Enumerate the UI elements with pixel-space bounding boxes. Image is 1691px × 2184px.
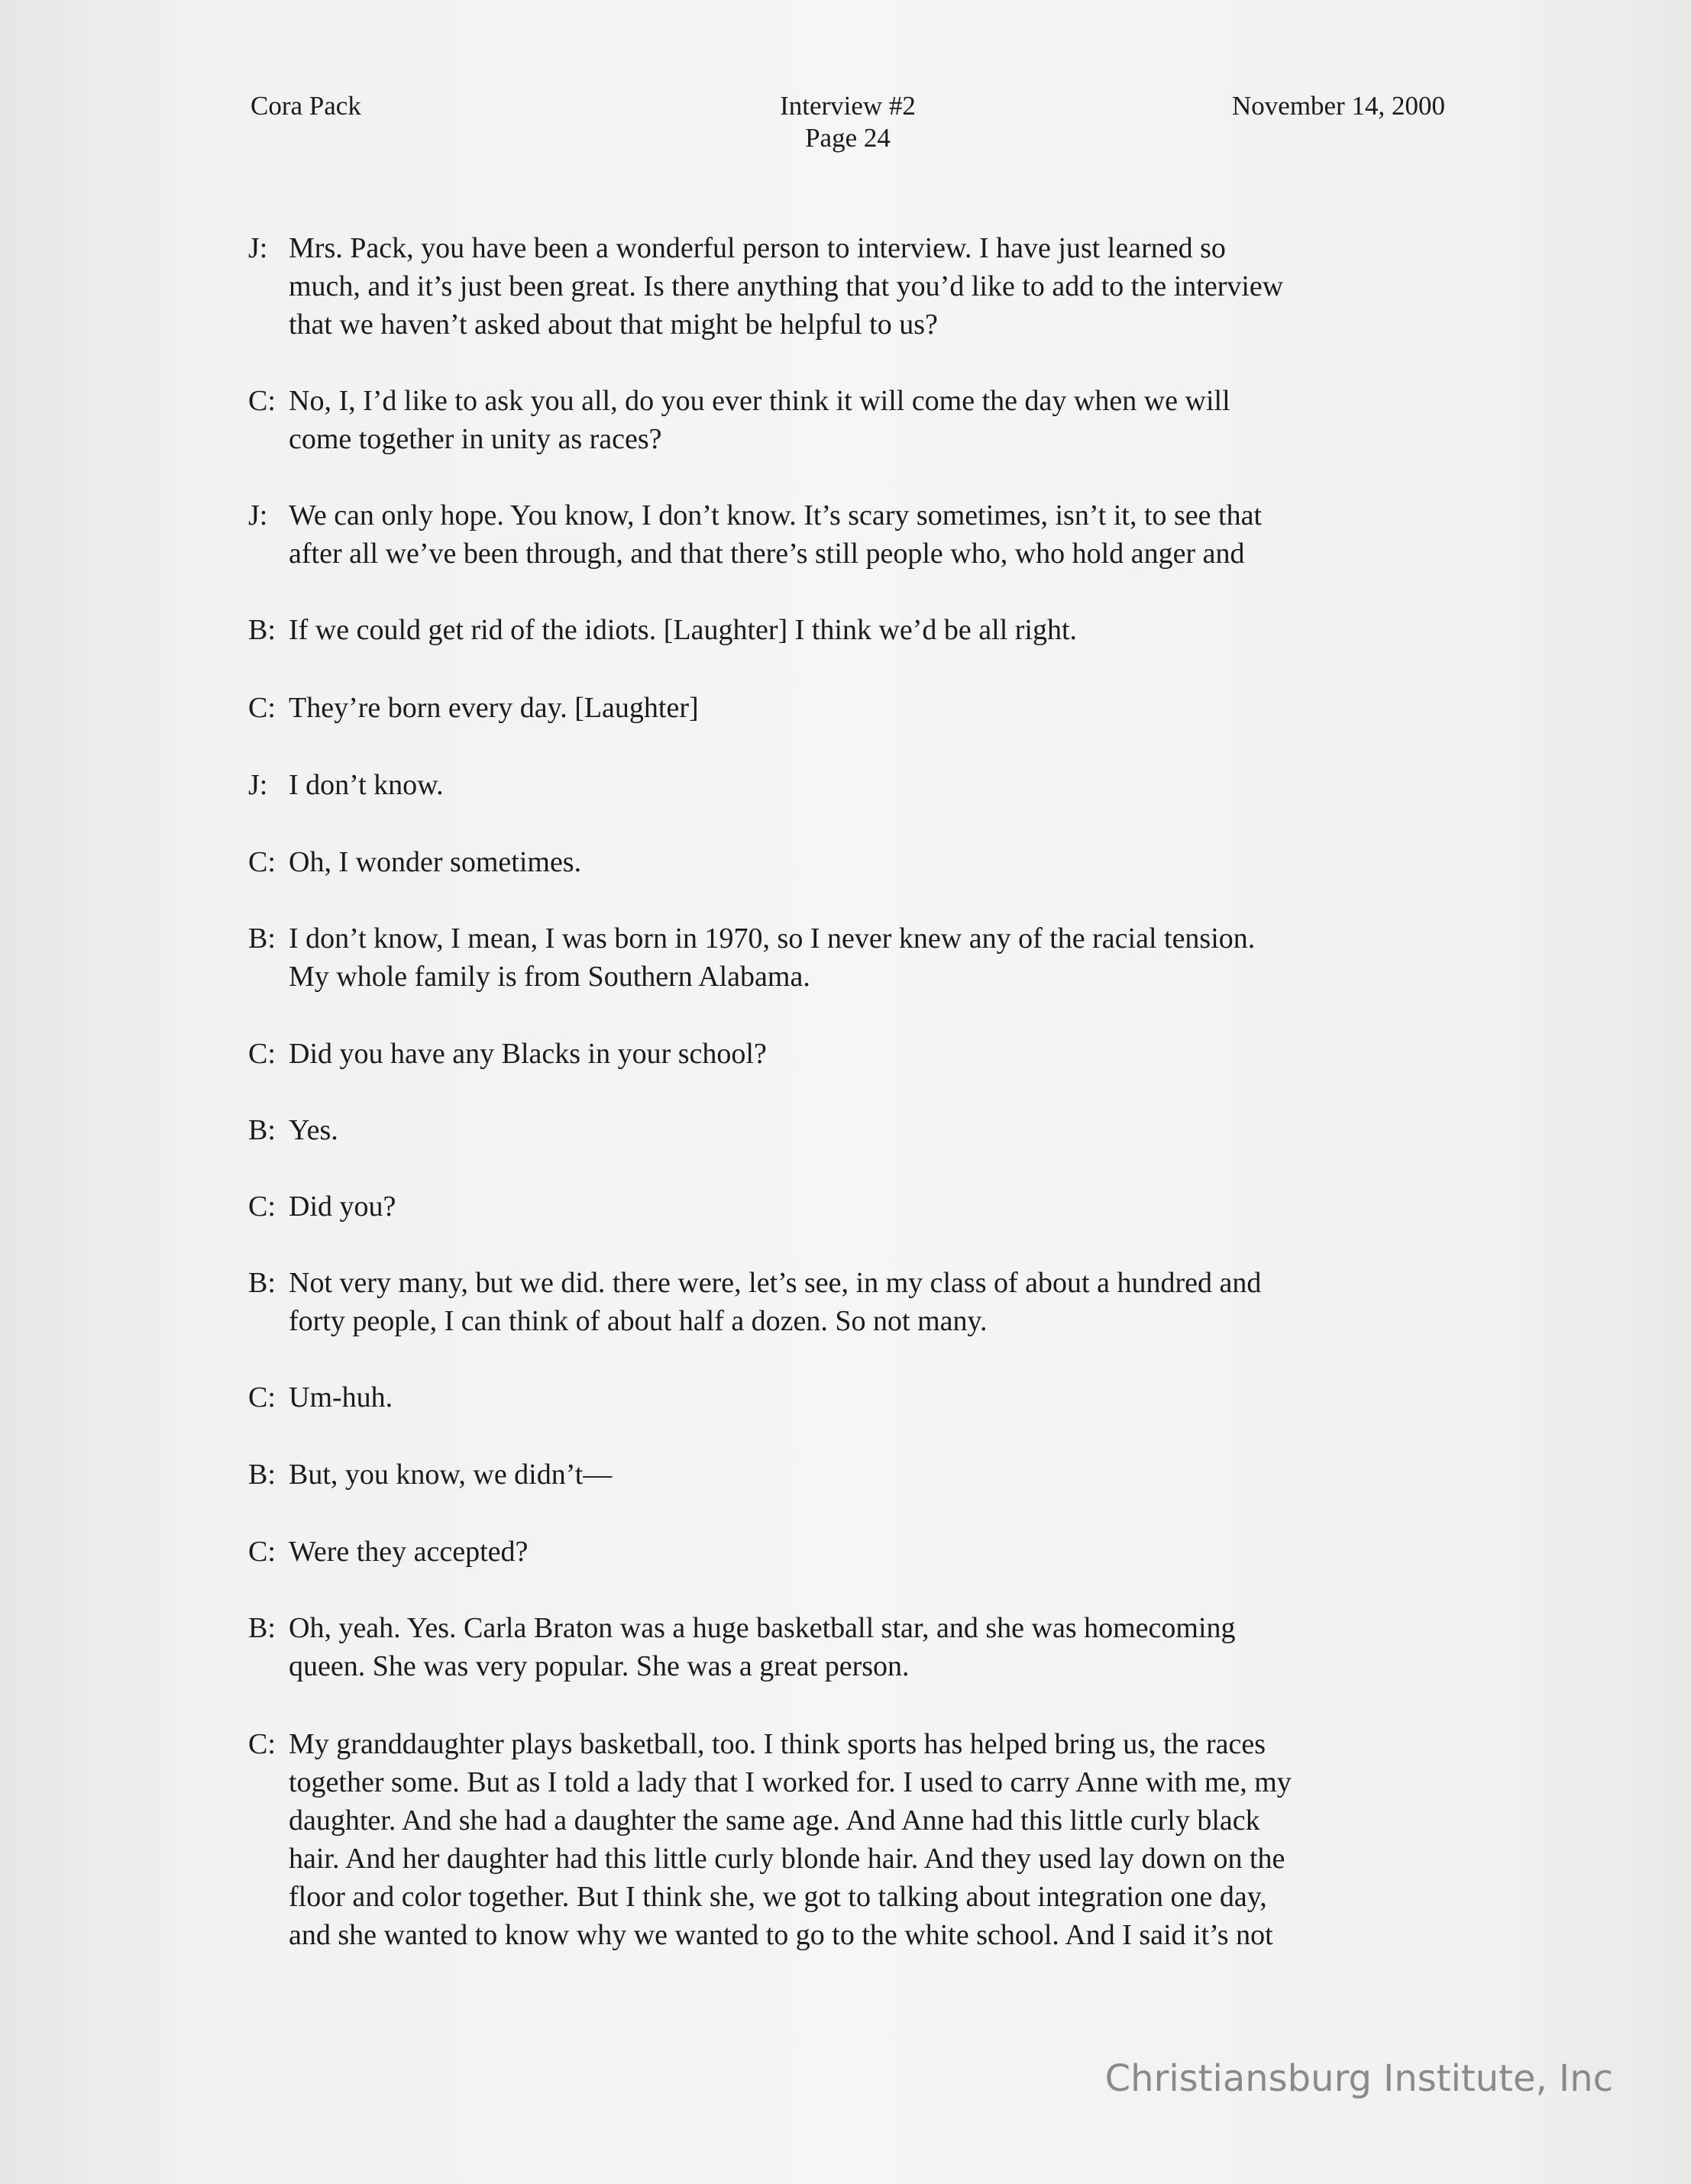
dialogue-text: No, I, I’d like to ask you all, do you ever think it will come the day when we will [289, 385, 1230, 417]
dialogue-text: forty people, I can think of about half a dozen. So not many. [289, 1305, 988, 1337]
dialogue-text: come together in unity as races? [289, 423, 662, 455]
dialogue-text: If we could get rid of the idiots. [Laughter] I think we’d be all right. [289, 614, 1078, 646]
dialogue-line [248, 1455, 1447, 1494]
dialogue-entry [248, 766, 1447, 804]
speaker-label: B: [248, 1267, 276, 1299]
dialogue-line [248, 1916, 1447, 1954]
speaker-label: J: [248, 499, 268, 531]
speaker-label: C: [248, 385, 276, 417]
dialogue-line [248, 1725, 1447, 1763]
dialogue-text: My whole family is from Southern Alabama. [289, 961, 810, 993]
dialogue-line [248, 1878, 1447, 1916]
dialogue-line [248, 382, 1447, 420]
dialogue-text: Mrs. Pack, you have been a wonderful person to interview. I have just learned so [289, 232, 1226, 264]
header-page-number: Page 24 [805, 123, 891, 153]
dialogue-text: Um-huh. [289, 1381, 393, 1413]
dialogue-text: and she wanted to know why we wanted to go to the white school. And I said it’s not [289, 1919, 1273, 1951]
dialogue-text: daughter. And she had a daughter the same age. And Anne had this little curly black [289, 1804, 1260, 1837]
watermark: Christiansburg Institute, Inc [1104, 2057, 1613, 2100]
dialogue-entry [248, 1264, 1447, 1340]
speaker-label: B: [248, 1459, 276, 1491]
header-interview-number: Interview #2 [780, 91, 916, 121]
dialogue-text: together some. But as I told a lady that I worked for. I used to carry Anne with me, my [289, 1766, 1292, 1798]
dialogue-entry [248, 689, 1447, 727]
speaker-label: C: [248, 1536, 276, 1568]
dialogue-text: much, and it’s just been great. Is there anything that you’d like to add to the interview [289, 270, 1284, 302]
speaker-label: C: [248, 846, 276, 878]
dialogue-entry [248, 1187, 1447, 1226]
dialogue-text: I don’t know. [289, 769, 444, 801]
dialogue-line [248, 229, 1447, 267]
dialogue-text: that we haven’t asked about that might be helpful to us? [289, 309, 938, 341]
speaker-label: C: [248, 1381, 276, 1413]
dialogue-entry [248, 611, 1447, 649]
dialogue-entry [248, 229, 1447, 344]
dialogue-line [248, 496, 1447, 535]
dialogue-entry [248, 1533, 1447, 1571]
speaker-label: C: [248, 692, 276, 724]
dialogue-line [248, 1378, 1447, 1417]
dialogue-text: Not very many, but we did. there were, let’s see, in my class of about a hundred and [289, 1267, 1262, 1299]
dialogue-entry [248, 1111, 1447, 1149]
dialogue-line [248, 1035, 1447, 1073]
speaker-label: J: [248, 769, 268, 801]
dialogue-line [248, 1763, 1447, 1801]
dialogue-text: Oh, yeah. Yes. Carla Braton was a huge basketball star, and she was homecoming [289, 1612, 1236, 1644]
dialogue-line [248, 1264, 1447, 1302]
dialogue-line [248, 535, 1447, 573]
dialogue-line [248, 611, 1447, 649]
speaker-label: J: [248, 232, 268, 264]
dialogue-entry [248, 382, 1447, 458]
dialogue-line [248, 958, 1447, 996]
dialogue-text: My granddaughter plays basketball, too. I think sports has helped bring us, the races [289, 1728, 1266, 1760]
dialogue-line [248, 689, 1447, 727]
dialogue-entry [248, 1725, 1447, 1954]
header-date: November 14, 2000 [1232, 91, 1445, 121]
dialogue-line [248, 919, 1447, 958]
dialogue-text: floor and color together. But I think she, we got to talking about integration one day, [289, 1881, 1267, 1913]
dialogue-line [248, 1609, 1447, 1647]
dialogue-line [248, 1187, 1447, 1226]
dialogue-text: Oh, I wonder sometimes. [289, 846, 582, 878]
dialogue-entry [248, 496, 1447, 573]
dialogue-line [248, 420, 1447, 458]
speaker-label: C: [248, 1038, 276, 1070]
dialogue-text: Did you have any Blacks in your school? [289, 1038, 767, 1070]
dialogue-text: We can only hope. You know, I don’t know. It’s scary sometimes, isn’t it, to see that [289, 499, 1263, 531]
speaker-label: B: [248, 1612, 276, 1644]
dialogue-entry [248, 1035, 1447, 1073]
dialogue-entry [248, 843, 1447, 881]
dialogue-line [248, 1647, 1447, 1685]
dialogue-line [248, 305, 1447, 344]
speaker-label: B: [248, 614, 276, 646]
dialogue-entry [248, 1609, 1447, 1685]
speaker-label: C: [248, 1191, 276, 1223]
header-interviewee: Cora Pack [251, 91, 361, 121]
dialogue-entry [248, 1378, 1447, 1417]
dialogue-text: Yes. [289, 1114, 338, 1146]
dialogue-line [248, 1302, 1447, 1340]
dialogue-text: queen. She was very popular. She was a great person. [289, 1650, 910, 1682]
dialogue-line [248, 1840, 1447, 1878]
dialogue-text: Did you? [289, 1191, 396, 1223]
dialogue-text: They’re born every day. [Laughter] [289, 692, 699, 724]
dialogue-line [248, 1533, 1447, 1571]
dialogue-line [248, 843, 1447, 881]
dialogue-entry [248, 1455, 1447, 1494]
dialogue-entry [248, 919, 1447, 996]
dialogue-text: hair. And her daughter had this little curly blonde hair. And they used lay down on the [289, 1843, 1285, 1875]
dialogue-line [248, 1801, 1447, 1840]
speaker-label: C: [248, 1728, 276, 1760]
dialogue-line [248, 1111, 1447, 1149]
dialogue-text: after all we’ve been through, and that there’s still people who, who hold anger and [289, 538, 1245, 570]
speaker-label: B: [248, 922, 276, 955]
dialogue-line [248, 267, 1447, 305]
dialogue-text: I don’t know, I mean, I was born in 1970, so I never knew any of the racial tension. [289, 922, 1256, 955]
dialogue-text: Were they accepted? [289, 1536, 529, 1568]
speaker-label: B: [248, 1114, 276, 1146]
dialogue-text: But, you know, we didn’t— [289, 1459, 613, 1491]
dialogue-line [248, 766, 1447, 804]
